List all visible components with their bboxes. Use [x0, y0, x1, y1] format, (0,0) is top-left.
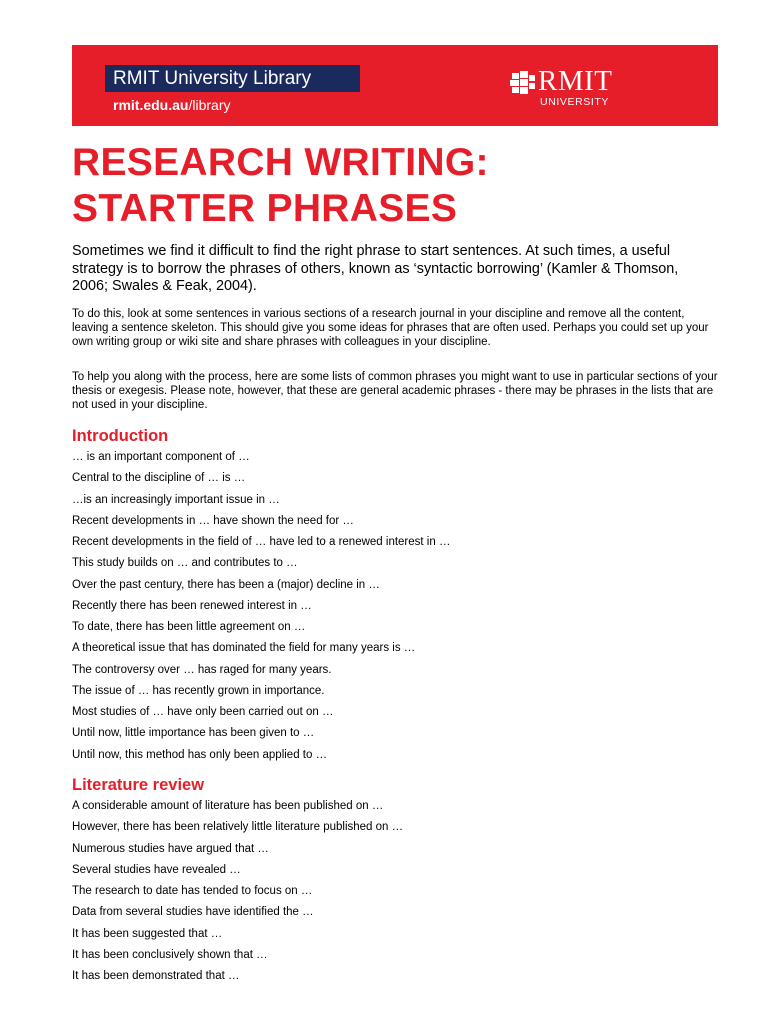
phrase-item: Numerous studies have argued that … [72, 842, 269, 855]
library-name-box [105, 65, 360, 92]
phrase-item: Until now, little importance has been given to … [72, 727, 315, 740]
title-line-2: STARTER PHRASES [72, 187, 458, 230]
phrase-item: Recently there has been renewed interest in … [72, 599, 312, 612]
phrase-item: The issue of … has recently grown in importance. [72, 684, 325, 697]
phrase-item: To date, there has been little agreement on … [72, 621, 306, 633]
phrase-item: It has been conclusively shown that … [72, 948, 268, 961]
phrase-item: Recent developments in … have shown the need for … [72, 514, 354, 527]
logo-wordmark: RMIT [538, 65, 613, 97]
phrase-item: A theoretical issue that has dominated the field for many years is … [72, 642, 416, 655]
rmit-logo [510, 67, 670, 111]
phrase-item: Several studies have revealed … [72, 863, 241, 876]
section-heading-literature-review: Literature review [72, 776, 205, 794]
phrase-item: It has been demonstrated that … [72, 970, 240, 982]
library-name: RMIT University Library [113, 68, 312, 89]
phrase-item: … is an important component of … [72, 451, 250, 463]
phrase-item: Recent developments in the field of … have led to a renewed interest in … [72, 536, 451, 548]
phrase-item: A considerable amount of literature has been published on … [72, 800, 384, 812]
phrase-item: However, there has been relatively little literature published on … [72, 821, 404, 834]
phrase-item: Central to the discipline of … is … [72, 472, 246, 485]
phrase-item: Data from several studies have identified the … [72, 906, 314, 919]
phrase-item: The research to date has tended to focus on … [72, 885, 313, 897]
phrase-item: Until now, this method has only been applied to … [72, 748, 328, 761]
rmit-pixel-mark-icon [510, 69, 536, 95]
library-url-domain: rmit.edu.au [113, 97, 189, 113]
lead-paragraph: Sometimes we find it difficult to find the right phrase to start sentences. At such times, a useful strategy is to borrow the phrases of others, known as ‘syntactic borrowing’ (Kamler & Thomson, 2006; Swales & Feak, 2004). [72, 243, 679, 294]
phrase-item: Most studies of … have only been carried out on … [72, 706, 334, 718]
library-url-path: /library [188, 97, 231, 113]
phrase-item: Over the past century, there has been a (major) decline in … [72, 578, 380, 591]
logo-subtitle: UNIVERSITY [540, 96, 610, 108]
section-heading-introduction: Introduction [72, 427, 169, 445]
body-paragraph-1: To do this, look at some sentences in various sections of a research journal in your discipline and remove all the content, leaving a sentence skeleton. This should give you some ideas for phrases that are often used. Perhaps you could set up your own writing group or wiki site and share phrases with colleagues in your discipline. [72, 308, 709, 348]
phrase-item: …is an increasingly important issue in … [72, 493, 280, 506]
phrase-list-introduction [72, 450, 450, 769]
phrase-item: This study builds on … and contributes to … [72, 557, 298, 570]
body-paragraph-2: To help you along with the process, here are some lists of common phrases you might want to use in particular sections of your thesis or exegesis. Please note, however, that these are general academic phrases - there may be phrases in the lists that are not used in your discipline. [72, 371, 718, 411]
header-banner [72, 45, 718, 126]
phrase-item: The controversy over … has raged for many years. [72, 663, 332, 676]
title-line-1: RESEARCH WRITING: [72, 141, 489, 184]
library-url[interactable] [113, 96, 230, 114]
phrase-item: It has been suggested that … [72, 927, 223, 940]
phrase-list-literature-review [72, 799, 403, 990]
page-title [72, 140, 489, 232]
